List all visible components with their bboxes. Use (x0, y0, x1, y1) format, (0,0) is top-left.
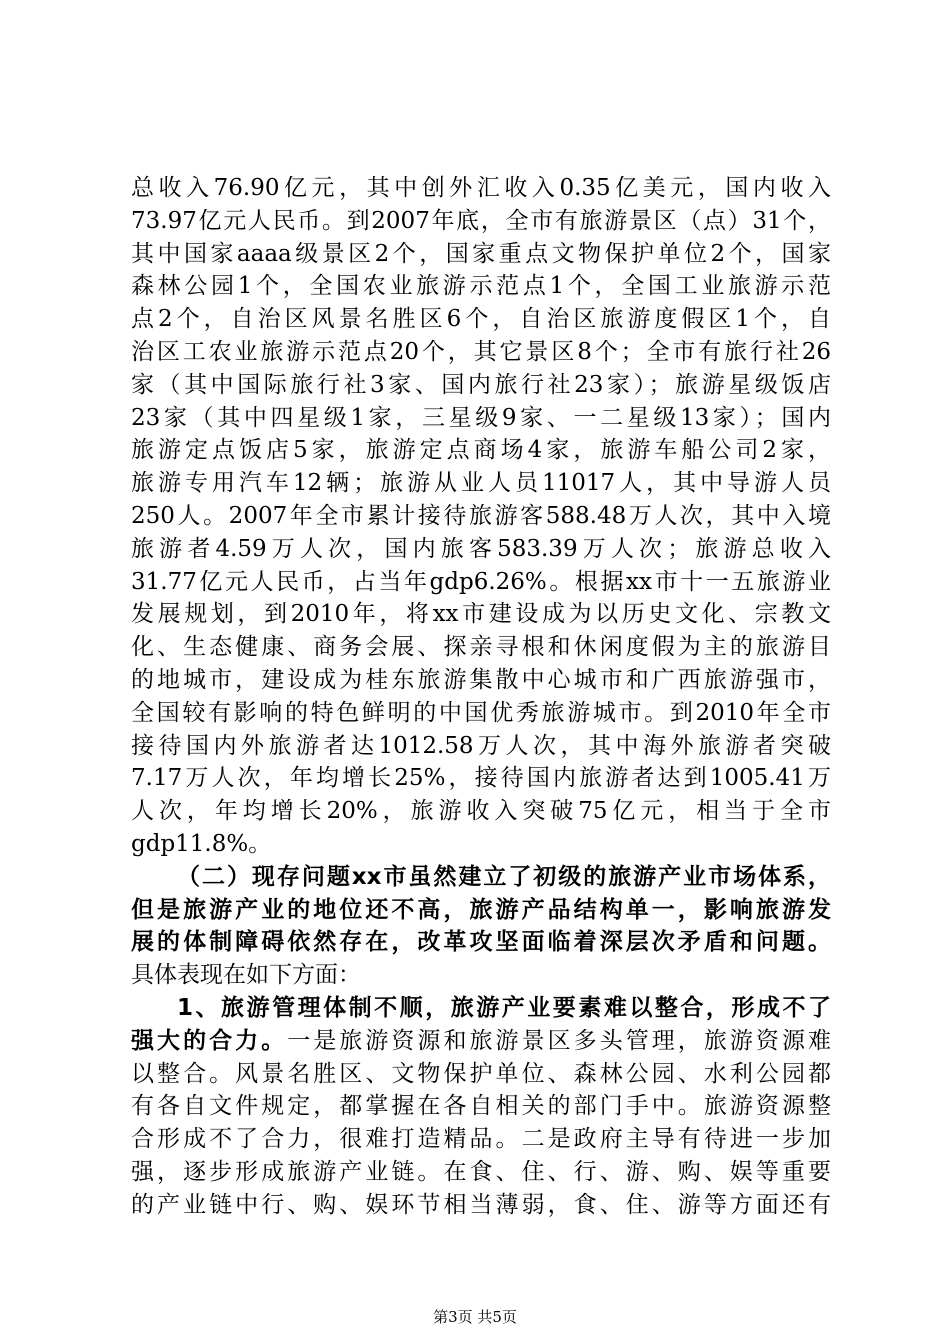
text-line: 250人。2007年全市累计接待旅游客588.48万人次，其中入境 (131, 502, 831, 529)
text-line: 治区工农业旅游示范点20个，其它景区8个；全市有旅行社26 (131, 338, 831, 365)
text-line: 73.97亿元人民币。到2007年底，全市有旅游景区（点）31个， (131, 207, 831, 234)
text-line: 23家（其中四星级1家，三星级9家、一二星级13家）；国内 (131, 404, 831, 431)
text-line: 31.77亿元人民币，占当年gdp6.26%。根据xx市十一五旅游业 (131, 568, 831, 595)
text-line: 旅游专用汽车12辆；旅游从业人员11017人，其中导游人员 (131, 470, 831, 497)
text-line: 旅游者4.59万人次，国内旅客583.39万人次；旅游总收入 (131, 535, 831, 562)
text-line: 旅游定点饭店5家，旅游定点商场4家，旅游车船公司2家， (131, 437, 831, 464)
text-line: 家（其中国际旅行社3家、国内旅行社23家）；旅游星级饭店 (131, 371, 831, 398)
text-line: gdp11.8%。 (131, 830, 272, 857)
text-line: 总收入76.90亿元，其中创外汇收入0.35亿美元，国内收入 (131, 175, 831, 201)
text-line: 点2个，自治区风景名胜区6个，自治区旅游度假区1个，自 (131, 306, 831, 333)
point-heading-mixed-line (131, 1025, 831, 1058)
text-line: 森林公园1个，全国农业旅游示范点1个，全国工业旅游示范 (131, 273, 831, 300)
text-line: 其中国家aaaa级景区2个，国家重点文物保护单位2个，国家 (131, 240, 831, 267)
section-heading-line: （二）现存问题xx市虽然建立了初级的旅游产业市场体系， (177, 863, 831, 890)
text-line: 化、生态健康、商务会展、探亲寻根和休闲度假为主的旅游目 (131, 634, 831, 661)
document-body (131, 172, 831, 1222)
section-heading-line: 展的体制障碍依然存在，改革攻坚面临着深层次矛盾和问题。 (131, 929, 831, 956)
point-heading-line: 1、旅游管理体制不顺，旅游产业要素难以整合，形成不了 (177, 994, 831, 1021)
text-line: 的产业链中行、购、娱环节相当薄弱，食、住、游等方面还有 (131, 1191, 831, 1218)
text-line: 强，逐步形成旅游产业链。在食、住、行、游、购、娱等重要 (131, 1158, 831, 1185)
text-line: 合形成不了合力，很难打造精品。二是政府主导有待进一步加 (131, 1126, 831, 1153)
text-line: 接待国内外旅游者达1012.58万人次，其中海外旅游者突破 (131, 732, 831, 759)
point-heading-tail: 强大的合力。 (131, 1027, 288, 1054)
section-heading-line: 但是旅游产业的地位还不高，旅游产品结构单一，影响旅游发 (131, 896, 831, 923)
text-line: 人次，年均增长20%，旅游收入突破75亿元，相当于全市 (131, 798, 831, 825)
text-line: 的地城市，建设成为桂东旅游集散中心城市和广西旅游强市， (131, 666, 831, 693)
text-line: 发展规划，到2010年，将xx市建设成为以历史文化、宗教文 (131, 601, 831, 628)
point-body-start: 一是旅游资源和旅游景区多头管理，旅游资源难 (287, 1027, 832, 1054)
text-line: 以整合。风景名胜区、文物保护单位、森林公园、水利公园都 (131, 1060, 831, 1087)
text-line: 具体表现在如下方面： (131, 962, 361, 989)
page-footer: 第3页 共5页 (433, 1308, 517, 1326)
text-line: 全国较有影响的特色鲜明的中国优秀旅游城市。到2010年全市 (131, 699, 831, 726)
text-line: 7.17万人次，年均增长25%，接待国内旅游者达到1005.41万 (131, 765, 831, 792)
text-line: 有各自文件规定，都掌握在各自相关的部门手中。旅游资源整 (131, 1093, 831, 1120)
